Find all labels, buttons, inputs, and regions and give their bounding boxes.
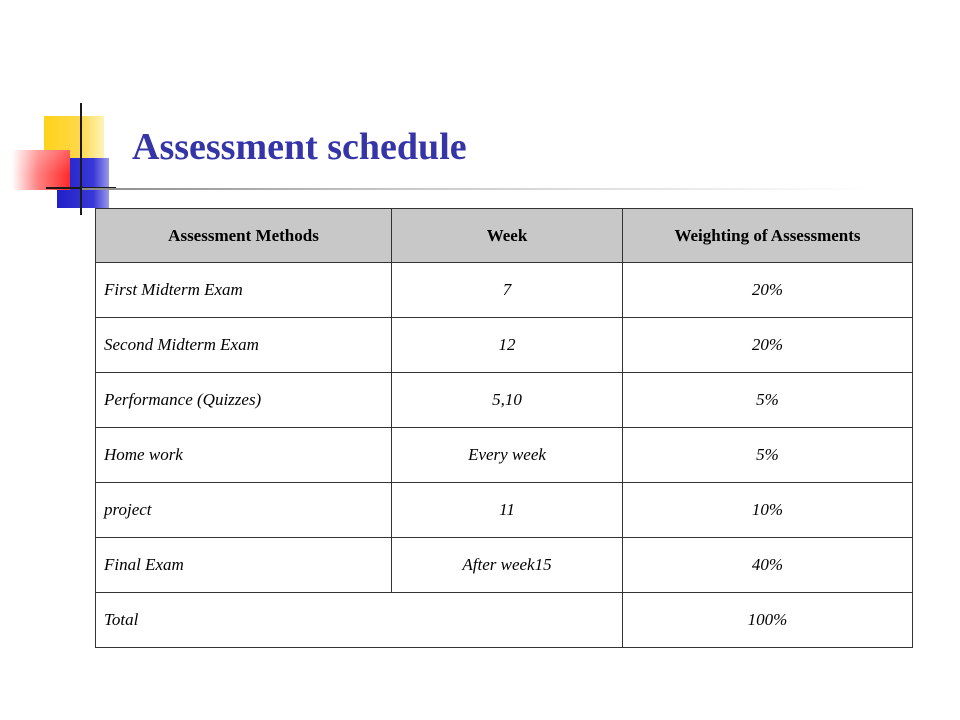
- table-total-row: [96, 593, 913, 648]
- decoration-red-bar-highlight: [12, 150, 70, 190]
- header-assessment-methods: Assessment Methods: [96, 209, 392, 263]
- decoration-vertical-line: [80, 103, 82, 215]
- cell-week: 12: [392, 318, 623, 373]
- table-row: [96, 428, 913, 483]
- cell-total-weight: 100%: [623, 593, 913, 648]
- cell-method: Second Midterm Exam: [96, 318, 392, 373]
- table-row: [96, 483, 913, 538]
- table-header-row: [96, 209, 913, 263]
- table-row: [96, 263, 913, 318]
- cell-week: 7: [392, 263, 623, 318]
- header-week: Week: [392, 209, 623, 263]
- cell-method: Final Exam: [96, 538, 392, 593]
- cell-weight: 20%: [623, 263, 913, 318]
- cell-week: 11: [392, 483, 623, 538]
- cell-weight: 40%: [623, 538, 913, 593]
- cell-weight: 20%: [623, 318, 913, 373]
- table-row: [96, 373, 913, 428]
- table-row: [96, 538, 913, 593]
- cell-weight: 5%: [623, 428, 913, 483]
- cell-week: Every week: [392, 428, 623, 483]
- cell-method: Performance (Quizzes): [96, 373, 392, 428]
- cell-week: After week15: [392, 538, 623, 593]
- assessment-table: [95, 208, 913, 648]
- header-weighting: Weighting of Assessments: [623, 209, 913, 263]
- cell-week: 5,10: [392, 373, 623, 428]
- table-row: [96, 318, 913, 373]
- cell-method: First Midterm Exam: [96, 263, 392, 318]
- cell-weight: 10%: [623, 483, 913, 538]
- title-underline-rule: [82, 188, 872, 190]
- cell-weight: 5%: [623, 373, 913, 428]
- cell-total-label: Total: [96, 593, 623, 648]
- cell-method: project: [96, 483, 392, 538]
- cell-method: Home work: [96, 428, 392, 483]
- slide-title: Assessment schedule: [132, 126, 467, 168]
